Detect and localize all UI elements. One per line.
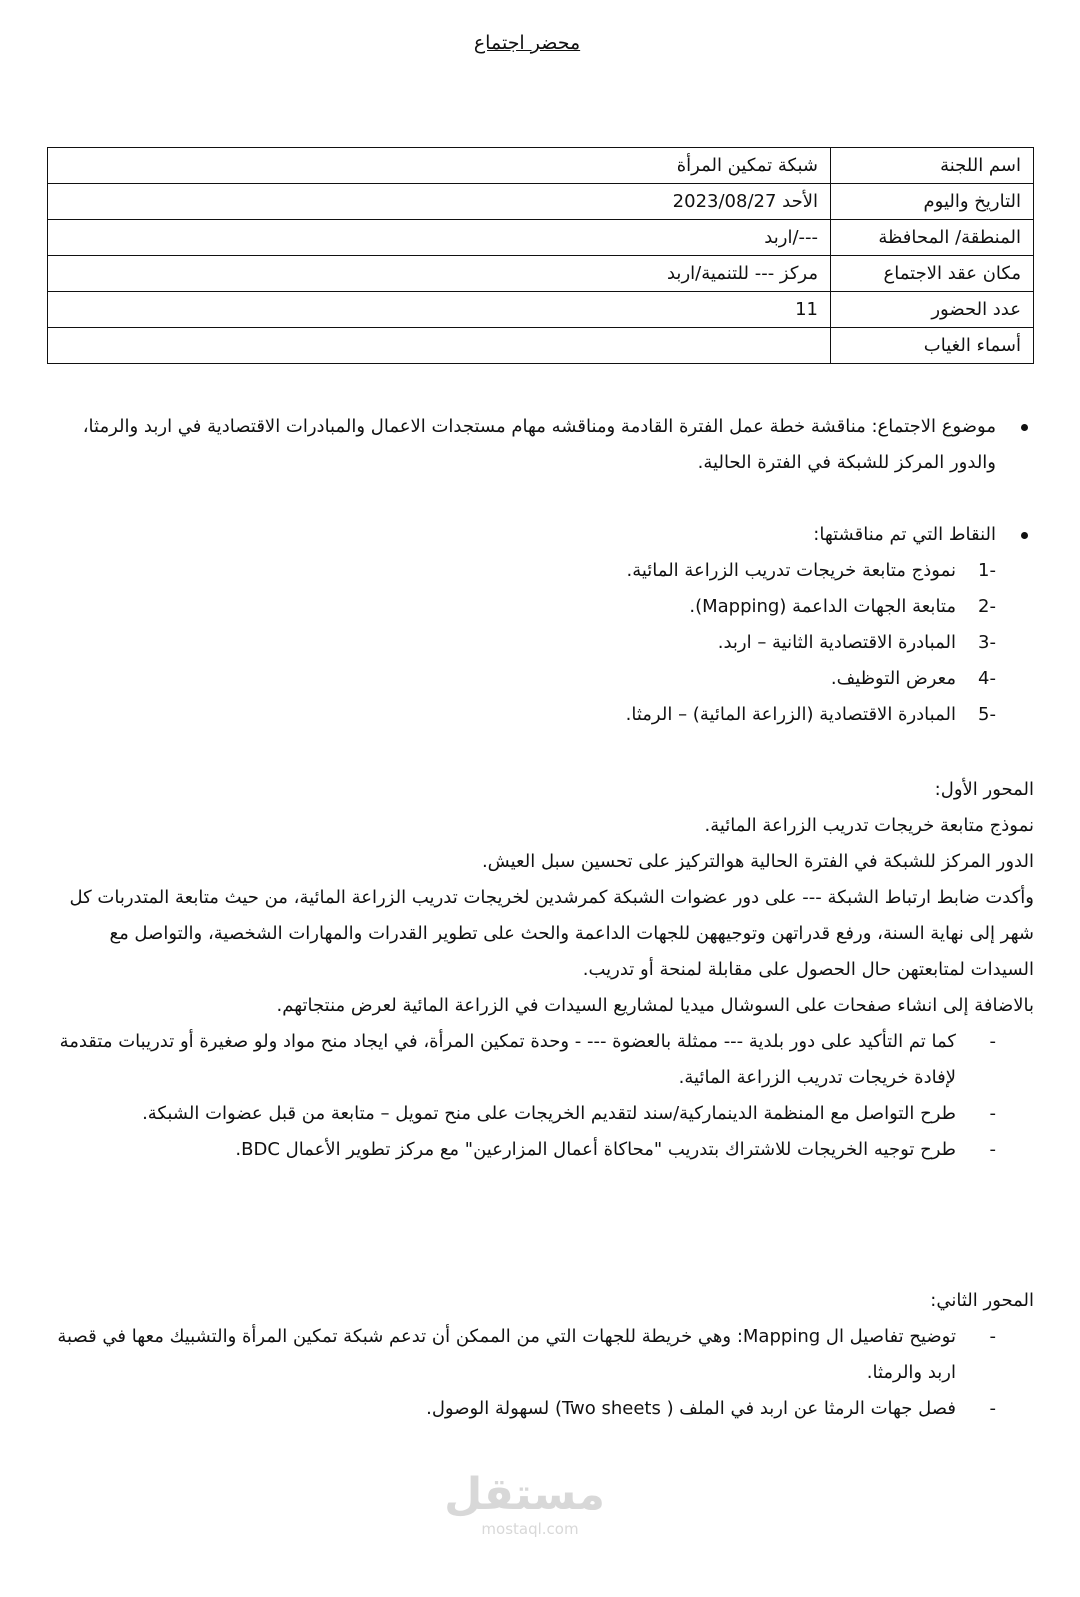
list-item-text: توضيح تفاصيل ال Mapping: وهي خريطة للجهات التي من الممكن أن تدعم شبكة تمكين المرأة والتشبيك معها في قصبة اربد والرمثا. <box>57 1326 956 1383</box>
paragraph: نموذج متابعة خريجات تدريب الزراعة المائية. <box>704 815 1034 836</box>
subject-section <box>47 409 1034 481</box>
row-value: الأحد 2023/08/27 <box>48 184 831 220</box>
table-row <box>48 292 1034 328</box>
point-number: -4 <box>978 668 996 689</box>
list-item <box>47 1132 1034 1168</box>
row-value <box>48 328 831 364</box>
discussion-point <box>47 661 1034 697</box>
paragraph: بالاضافة إلى انشاء صفحات على السوشال ميديا لمشاريع السيدات في الزراعة المائية لعرض منتجاتهم. <box>276 995 1034 1016</box>
watermark-logo-text: مستقل <box>444 1469 605 1520</box>
discussion-point <box>47 625 1034 661</box>
list-item-text: فصل جهات الرمثا عن اربد في الملف ( Two sheets) لسهولة الوصول. <box>426 1398 956 1419</box>
list-item <box>47 1391 1034 1427</box>
table-row <box>48 328 1034 364</box>
axis-two-section <box>47 1283 1034 1427</box>
point-text: المبادرة الاقتصادية الثانية – اربد. <box>717 632 956 653</box>
list-item <box>47 1024 1034 1096</box>
axis-two-heading: المحور الثاني: <box>930 1290 1034 1311</box>
row-label: مكان عقد الاجتماع <box>831 256 1034 292</box>
axis-one-heading: المحور الأول: <box>934 779 1034 800</box>
list-item-text: طرح التواصل مع المنظمة الدينماركية/سند لتقديم الخريجات على منح تمويل – متابعة من قبل عضوات الشبكة. <box>142 1103 956 1124</box>
paragraph: وأكدت ضابط ارتباط الشبكة --- على دور عضوات الشبكة كمرشدين لخريجات تدريب الزراعة المائية، من حيث متابعة المتدربات كل شهر إلى نهاية السنة، ورفع قدراتهن وتوجيههن للجهات الداعمة والحث على تطوير القدرات والمهارات الشخصية، والتواصل مع السيدات لمتابعتهن حال الحصول على مقابلة لمنحة أو تدريب. <box>69 887 1034 980</box>
discussion-point <box>47 589 1034 625</box>
document-title: محضر اجتماع <box>473 32 581 54</box>
row-label: اسم اللجنة <box>831 148 1034 184</box>
table-row <box>48 148 1034 184</box>
watermark-logo <box>444 1469 605 1538</box>
table-row <box>48 256 1034 292</box>
point-number: -2 <box>978 596 996 617</box>
row-label: أسماء الغياب <box>831 328 1034 364</box>
point-text: نموذج متابعة خريجات تدريب الزراعة المائية. <box>626 560 956 581</box>
list-item-text: طرح توجيه الخريجات للاشتراك بتدريب "محاكاة أعمال المزارعين" مع مركز تطوير الأعمال BDC. <box>235 1139 956 1160</box>
row-label: عدد الحضور <box>831 292 1034 328</box>
row-value: مركز --- للتنمية/اربد <box>48 256 831 292</box>
meeting-subject: موضوع الاجتماع: مناقشة خطة عمل الفترة القادمة ومناقشه مهام مستجدات الاعمال والمبادرات الاقتصادية في اربد والرمثا، والدور المركز للشبكة في الفترة الحالية. <box>47 409 1034 481</box>
watermark-url: mostaql.com <box>481 1520 579 1538</box>
list-item <box>47 1319 1034 1391</box>
meeting-info-table <box>47 147 1034 364</box>
discussion-point <box>47 553 1034 589</box>
point-number: -1 <box>978 560 996 581</box>
dash-marker: - <box>989 1103 996 1124</box>
points-heading: النقاط التي تم مناقشتها: <box>47 517 1034 553</box>
table-row <box>48 184 1034 220</box>
point-text: متابعة الجهات الداعمة (Mapping). <box>689 596 956 617</box>
row-value: شبكة تمكين المرأة <box>48 148 831 184</box>
discussion-points <box>47 517 1034 733</box>
dash-marker: - <box>989 1398 996 1419</box>
dash-marker: - <box>989 1139 996 1160</box>
paragraph: الدور المركز للشبكة في الفترة الحالية هوالتركيز على تحسين سبل العيش. <box>481 851 1034 872</box>
axis-one-section <box>47 772 1034 1168</box>
list-item <box>47 1096 1034 1132</box>
point-number: -3 <box>978 632 996 653</box>
point-text: معرض التوظيف. <box>830 668 956 689</box>
point-number: -5 <box>978 704 996 725</box>
point-text: المبادرة الاقتصادية (الزراعة المائية) – الرمثا. <box>625 704 956 725</box>
list-item-text: كما تم التأكيد على دور بلدية --- ممثلة بالعضوة --- - وحدة تمكين المرأة، في ايجاد منح مواد ولو صغيرة أو تدريبات متقدمة لإفادة خريجات تدريب الزراعة المائية. <box>59 1031 956 1088</box>
discussion-point <box>47 697 1034 733</box>
row-label: المنطقة/ المحافظة <box>831 220 1034 256</box>
dash-marker: - <box>989 1031 996 1052</box>
row-value: 11 <box>48 292 831 328</box>
dash-marker: - <box>989 1326 996 1347</box>
row-label: التاريخ واليوم <box>831 184 1034 220</box>
table-row <box>48 220 1034 256</box>
row-value: ---/اربد <box>48 220 831 256</box>
